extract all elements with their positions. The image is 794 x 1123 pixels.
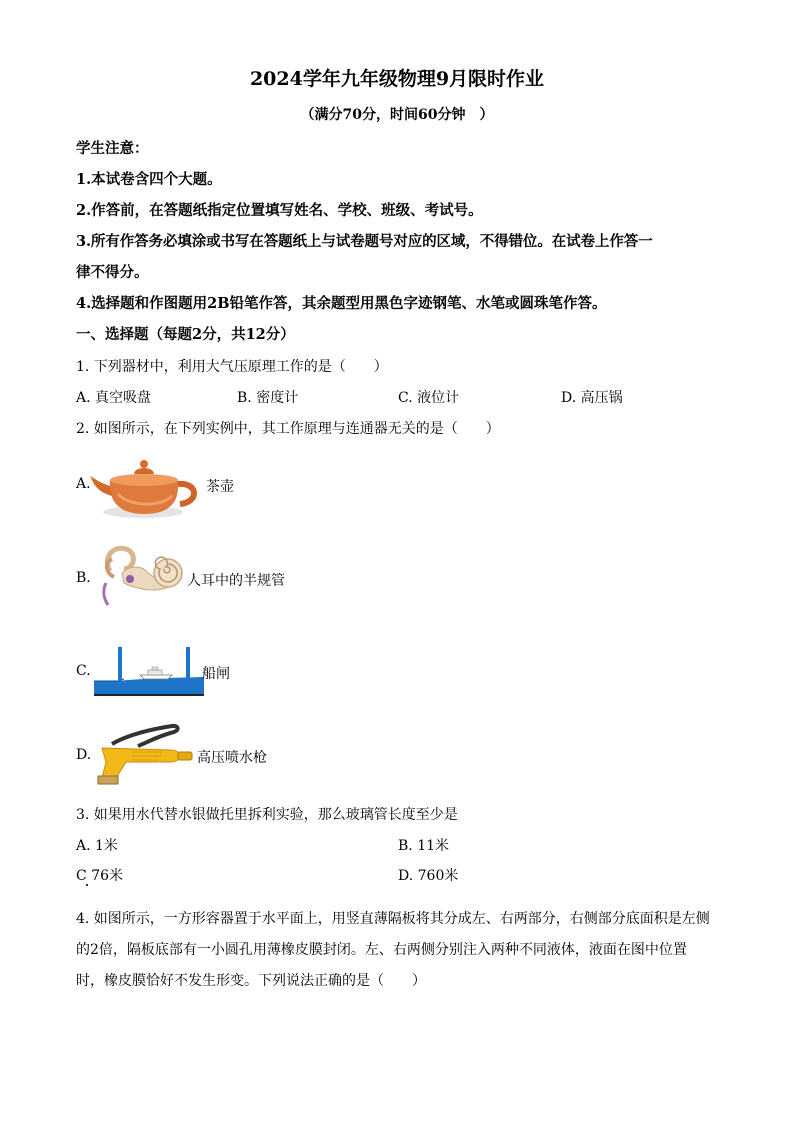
question-stem: 1. 下列器材中，利用大气压原理工作的是（ ） xyxy=(76,359,388,375)
notice-item: 4.选择题和作图题用2B铅笔作答，其余题型用黑色字迹钢笔、水笔或圆珠笔作答。 xyxy=(76,295,607,312)
option-d: D. 760米 xyxy=(398,868,459,884)
option-caption: 茶壶 xyxy=(206,479,234,495)
option-caption: 高压喷水枪 xyxy=(197,750,267,766)
page-subtitle: （满分70分，时间60分钟 ） xyxy=(300,107,494,123)
question-stem: 2. 如图所示，在下列实例中，其工作原理与连通器无关的是（ ） xyxy=(76,421,500,437)
option-a: A. 真空吸盘 xyxy=(76,390,152,406)
notice-heading: 学生注意： xyxy=(76,140,149,157)
question-stem: 3. 如果用水代替水银做托里拆利实验，那么玻璃管长度至少是 xyxy=(76,807,458,823)
option-d: D. 高压锅 xyxy=(561,390,623,406)
option-a: A. xyxy=(76,476,91,492)
option-caption: 船闸 xyxy=(202,666,230,682)
question-stem: 4. 如图所示，一方形容器置于水平面上，用竖直薄隔板将其分成左、右两部分，右侧部分底面积是左侧 xyxy=(76,911,710,927)
teapot-icon xyxy=(88,454,206,520)
option-c: C 76米 xyxy=(76,868,123,884)
option-b: B. xyxy=(76,570,91,586)
ear-icon xyxy=(96,543,186,609)
question-stem: 的2倍，隔板底部有一小圆孔用薄橡皮膜封闭。左、右两侧分别注入两种不同液体，液面在图中位置 xyxy=(76,942,687,958)
notice-item: 1.本试卷含四个大题。 xyxy=(76,171,222,188)
stray-dot xyxy=(86,884,88,886)
page-title: 2024学年九年级物理9月限时作业 xyxy=(249,68,545,90)
option-b: B. 密度计 xyxy=(237,390,299,406)
question-stem: 时，橡皮膜恰好不发生形变。下列说法正确的是（ ） xyxy=(76,973,426,989)
notice-item: 2.作答前，在答题纸指定位置填写姓名、学校、班级、考试号。 xyxy=(76,202,483,219)
section-heading: 一、选择题（每题2分，共12分） xyxy=(76,326,295,343)
notice-item: 律不得分。 xyxy=(76,264,149,281)
option-c: C. xyxy=(76,663,91,679)
ship-lock-icon xyxy=(94,645,204,697)
spray-gun-icon xyxy=(92,722,196,786)
notice-item: 3.所有作答务必填涂或书写在答题纸上与试卷题号对应的区域，不得错位。在试卷上作答一 xyxy=(76,233,653,250)
option-d: D. xyxy=(76,747,92,763)
option-a: A. 1米 xyxy=(76,838,118,854)
option-b: B. 11米 xyxy=(398,838,450,854)
option-c: C. 液位计 xyxy=(398,390,460,406)
option-caption: 人耳中的半规管 xyxy=(187,573,285,589)
